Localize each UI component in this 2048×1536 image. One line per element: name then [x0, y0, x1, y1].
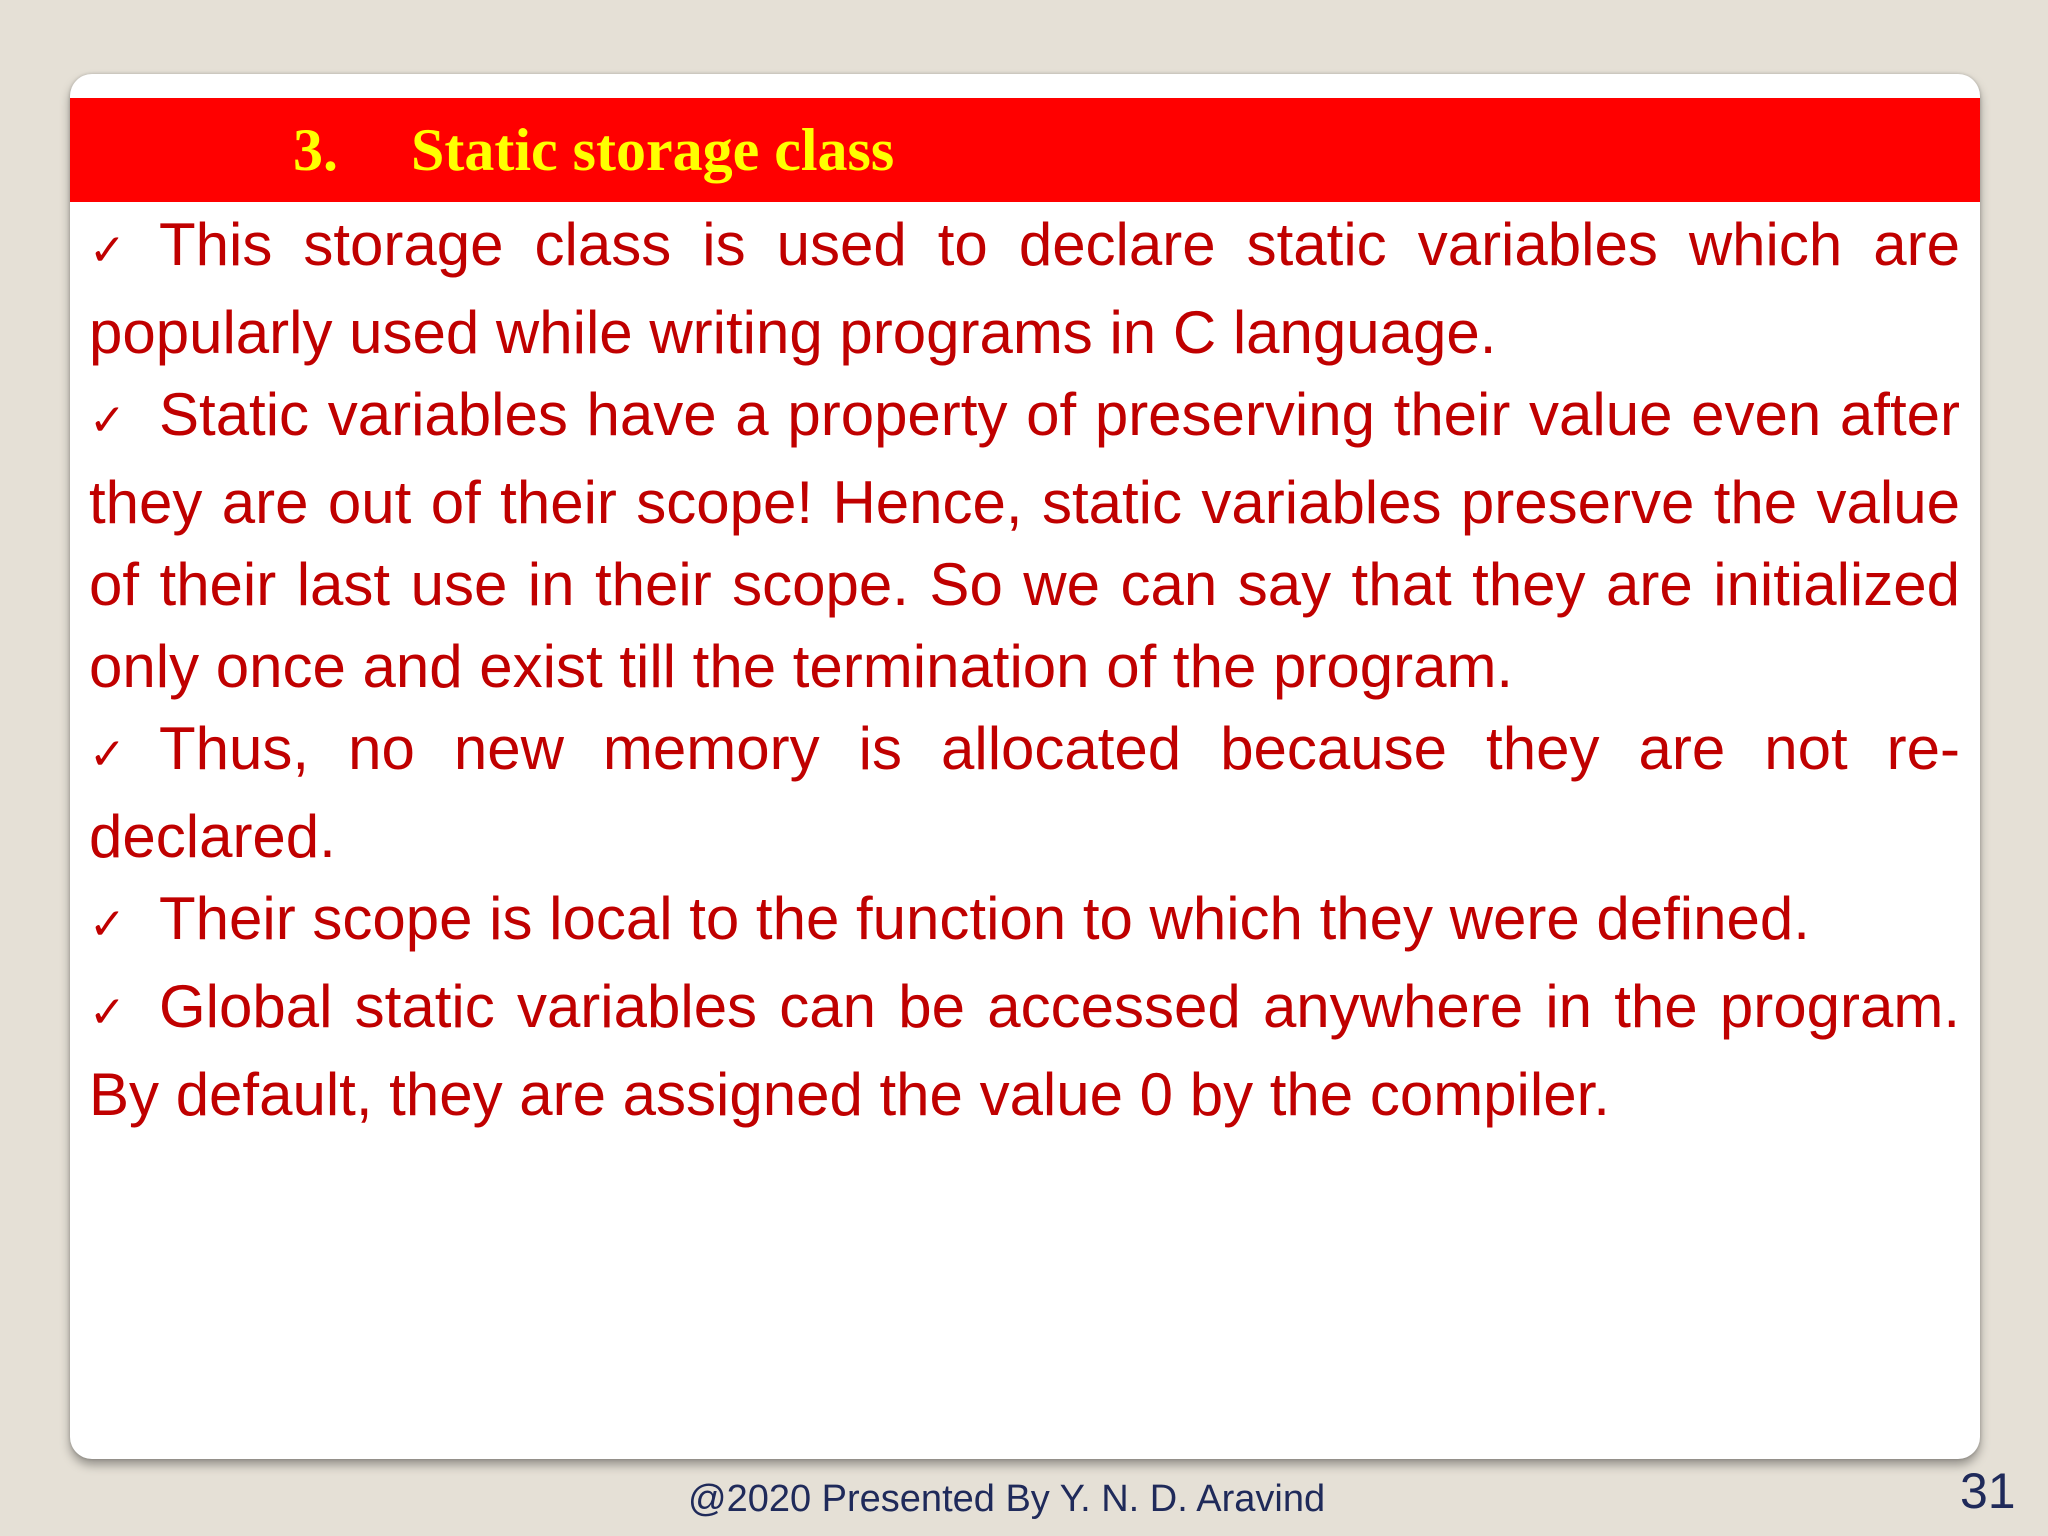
bullet-item [89, 708, 1960, 878]
slide-card [70, 74, 1980, 1459]
bullet-item [89, 204, 1960, 374]
bullet-text: Global static variables can be accessed anywhere in the program. By default, they are assigned the value 0 by the compiler. [89, 973, 1960, 1128]
bullet-text: Static variables have a property of preserving their value even after they are out of their scope! Hence, static variables preserve the value of their last use in their scope. So we can say that they are initialized only once and exist till the termination of the program. [89, 381, 1960, 700]
title-bar [70, 98, 1980, 202]
footer-credit: @2020 Presented By Y. N. D. Aravind [688, 1478, 1326, 1520]
bullet-text: This storage class is used to declare static variables which are popularly used while writing programs in C language. [89, 211, 1960, 366]
page-number: 31 [1960, 1463, 2016, 1519]
title-number: 3. [293, 117, 338, 183]
bullet-item [89, 966, 1960, 1136]
bullet-list [89, 204, 1960, 1136]
bullet-text: Their scope is local to the function to which they were defined. [159, 885, 1810, 952]
slide-title: Static storage class [411, 117, 895, 183]
bullet-item [89, 374, 1960, 708]
check-icon: ✓ [89, 899, 126, 950]
bullet-item [89, 878, 1960, 966]
check-icon: ✓ [89, 225, 126, 276]
check-icon: ✓ [89, 987, 126, 1038]
check-icon: ✓ [89, 395, 126, 446]
bullet-text: Thus, no new memory is allocated because they are not re-declared. [89, 715, 1960, 870]
check-icon: ✓ [89, 729, 126, 780]
